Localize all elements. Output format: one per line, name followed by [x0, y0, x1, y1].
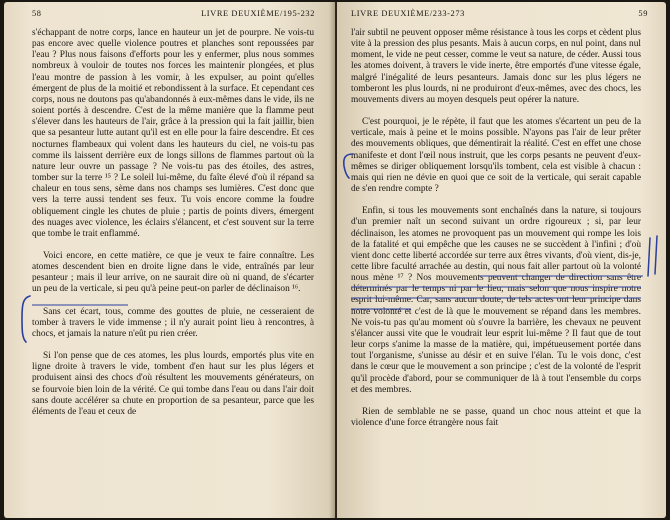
right-page: [337, 2, 666, 518]
left-page: [4, 2, 335, 518]
pen-margin-bars: [644, 234, 664, 280]
right-paragraph: Enfin, si tous les mouvements sont enchaînés dans la nature, si toujours d'un premier naît un second suivant un ordre rigoureux ; si, par leur déclinaison, les atomes ne provoquent pas un mouvement qui rompe les lois de la fatalité et qui empêche que les causes ne se succèdent à l'infini ; d'où vient donc cette liberté accordée sur terre aux êtres vivants, d'où vient, dis-je, cette libre faculté arrachée au destin, qui nous fait aller partout où la volonté nous mène ¹⁷ ? Nos mouvements peuvent changer de direction sans être déterminés par le temps ni par le lieu, mais selon que nous inspire notre esprit lui-même. Car, sans aucun doute, de tels actes ont leur principe dans notre volonté et c'est de là que le mouvement se répand dans les membres. Ne vois-tu pas qu'au moment où s'ouvre la barrière, les chevaux ne peuvent s'élancer aussi vite que le voudrait leur esprit lui-même ? Il faut que de tout leur corps s'anime la masse de la matière, qui, impétueusement portée dans tout l'organisme, s'unisse au désir et en suive l'élan. Tu le vois donc, c'est dans le cœur que le mouvement a son principe ; c'est de la volonté de l'esprit qu'il procède d'abord, pour se communiquer de là à tout l'ensemble du corps et des membres.: [351, 206, 641, 395]
left-page-number: 58: [32, 9, 42, 18]
left-paragraph: Si l'on pense que de ces atomes, les plus lourds, emportés plus vite en ligne droite à travers le vide, tombent d'en haut sur les plus légers et produisent ainsi des chocs d'où résultent les mouvements générateurs, on se fourvoie bien loin de la vérité. Ce qui tombe dans l'eau ou dans l'air doit sans doute accélérer sa chute en proportion de sa pesanteur, parce que les éléments de l'eau et ceux de: [32, 351, 314, 417]
left-running-head: LIVRE DEUXIÈME/195-232: [201, 9, 315, 18]
right-paragraph: Rien de semblable ne se passe, quand un choc nous atteint et que la violence d'une force étrangère nous fait: [351, 406, 641, 428]
left-paragraph: Sans cet écart, tous, comme des gouttes de pluie, ne cesseraient de tomber à travers le vide immense ; il n'y aurait point lieu à rencontres, à chocs, et jamais la nature n'eût pu rien créer.: [32, 306, 314, 339]
right-page-number: 59: [638, 9, 648, 18]
right-paragraph: C'est pourquoi, je le répète, il faut que les atomes s'écartent un peu de la verticale, mais à peine et le moins possible. N'ayons pas l'air de leur prêter des mouvements obliques, que démentirait la réalité. C'est en effet une chose manifeste et dont l'œil nous instruit, que les corps pesants ne peuvent d'eux-mêmes se diriger obliquement lorsqu'ils tombent, cela est visible à chacun : mais qui rien ne dévie en quoi que ce soit de la verticale, qui serait capable de s'en rendre compte ?: [351, 117, 641, 195]
right-running-head: LIVRE DEUXIÈME/233-273: [351, 9, 465, 18]
right-paragraph: l'air subtil ne peuvent opposer même résistance à tous les corps et cèdent plus vite à la pression des plus pesants. Mais à aucun corps, en nul point, dans nul moment, le vide ne peut cesser, comme le veut sa nature, de céder. Aussi tous les atomes doivent, à travers le vide inerte, être emportés d'une vitesse égale, malgré l'inégalité de leurs pesanteurs. Jamais donc sur les plus légers ne tomberont les plus lourds, ni ne produiront d'eux-mêmes, avec des chocs, les mouvements divers au moyen desquels peut opérer la nature.: [351, 28, 641, 105]
open-book: [4, 2, 666, 518]
left-page-text: [32, 28, 314, 418]
left-paragraph: s'échappant de notre corps, lance en hauteur un jet de pourpre. Ne vois-tu pas encore avec quelle violence poutres et planches sont repoussées par l'eau ? Plus nous faisons d'efforts pour les y enfermer, plus nous sommes nombreux à vouloir de toutes nos forces les maintenir plongées, et plus l'eau montre de passion à les vomir, à les expulser, au point qu'elles émergent de plus de la moitié et rebondissent à la surface. Et cependant ces corps, nous ne doutons pas qu'abandonnés à eux-mêmes dans le vide, ils ne soient portés à descendre. C'est de la même manière que la flamme peut s'élever dans les hauteurs de l'air, grâce à la pression qui la fait jaillir, bien que sa pesanteur lutte autant qu'il est en elle pour la faire descendre. Et ces nocturnes flambeaux qui volent dans les hauteurs du ciel, ne vois-tu pas comme ils laissent derrière eux de longs sillons de flammes partout où la nature leur ouvre un passage ? Ne vois-tu pas des étoiles, des astres, tomber sur la terre ¹⁵ ? Le soleil lui-même, du faîte élevé d'où il répand sa chaleur en tous sens, sème dans nos champs ses lumières. C'est donc que vers la terre aussi tendent ses feux. Tu vois encore comme la foudre obliquement cingle les chutes de pluie ; partis de points divers, émergent des nuages avec violence, les éclairs s'élancent, et c'est souvent sur la terre que tombe le trait enflammé.: [32, 28, 314, 239]
right-page-text: [351, 28, 641, 429]
pen-bracket-mark: [18, 294, 32, 346]
left-paragraph: Voici encore, en cette matière, ce que je veux te faire connaître. Les atomes descendent bien en droite ligne dans le vide, entraînés par leur pesanteur ; mais il leur arrive, on ne saurait dire où ni quand, de s'écarter un peu de la verticale, si peu qu'à peine peut-on parler de déclinaison ¹⁶.: [32, 250, 314, 295]
